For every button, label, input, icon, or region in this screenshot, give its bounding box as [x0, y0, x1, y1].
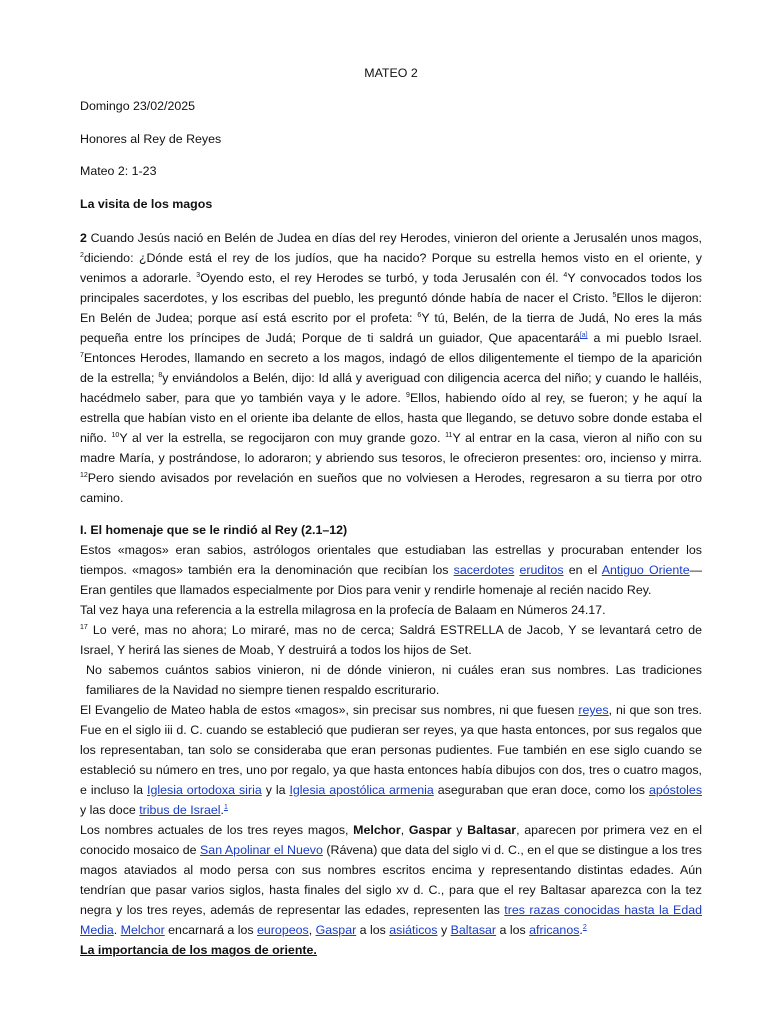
footnote-link-2[interactable]: 2: [582, 924, 587, 931]
link-antiguo-oriente[interactable]: Antiguo Oriente: [601, 563, 690, 577]
link-gaspar[interactable]: Gaspar: [315, 923, 357, 937]
link-iglesia-armenia[interactable]: Iglesia apostólica armenia: [289, 783, 434, 797]
link-africanos[interactable]: africanos: [529, 923, 580, 937]
verse-number: 4: [563, 272, 568, 279]
verse-number: 17: [80, 624, 88, 631]
link-reyes[interactable]: reyes: [578, 703, 609, 717]
paragraph-numeros: $^{17}$ Lo veré, mas no ahora; Lo miraré, mas no de cerca; Saldrá ESTRELLA de Jacob, Y se levantará cetro de Israel, Y herirá las sienes de Moab, Y destruirá a todos los hijos de Set.: [80, 623, 702, 657]
paragraph-magos: Estos «magos» eran sabios, astrólogos orientales que estudiaban las estrellas y procuraban entender los tiempos. «magos» también era la denominación que recibían los sacerdotes eruditos en el Antiguo Oriente— Eran gentiles que llamados especialmente por Dios para venir y rendirle homenaje al recién nacido Rey.: [80, 543, 702, 597]
name-baltasar: Baltasar: [467, 823, 517, 837]
chapter-number: 2: [80, 231, 87, 245]
closing-heading: La importancia de los magos de oriente.: [80, 943, 317, 957]
link-asiaticos[interactable]: asiáticos: [389, 923, 438, 937]
paragraph-evangelio: El Evangelio de Mateo habla de estos «magos», sin precisar sus nombres, ni que fuesen reyes, ni que son tres. Fue en el siglo iii d. C. cuando se estableció que pudieran ser reyes, ya que hasta entonces, por sus regalos que los representaban, tan solo se consideraba que eran personas pudientes. Fue también en ese siglo cuando se estableció su número en tres, uno por regalo, ya que hasta entonces había dibujos con dos, tres o cuatro magos, e incluso la Iglesia ortodoxa siria y la Iglesia apostólica armenia aseguraban que eran doce, como los apóstoles y las doce tribus de Israel.$^1$: [80, 703, 703, 817]
verse-number: 12: [80, 472, 88, 479]
paragraph-nombres: Los nombres actuales de los tres reyes magos, Melchor, Gaspar y Baltasar, aparecen por primera vez en el conocido mosaico de San Apolinar el Nuevo (Rávena) que data del siglo vi d. C., en el que se distingue a los tres magos ataviados al modo persa con sus nombres escritos encima y representando distintas edades. Aún tendrían que pasar varios siglos, hasta finales del siglo xv d. C., para que el rey Baltasar aparezca con la tez negra y los tres reyes, además de representar las edades, representen las tres razas conocidas hasta la Edad Media. Melchor encarnará a los europeos, Gaspar a los asiáticos y Baltasar a los africanos.$^2$: [80, 823, 702, 937]
verse-number: 8: [158, 372, 163, 379]
link-tribus-israel[interactable]: tribus de Israel: [139, 803, 221, 817]
scripture-reference: Mateo 2: 1-23: [80, 164, 157, 178]
verse-number: 9: [406, 392, 410, 399]
paragraph-balaam: Tal vez haya una referencia a la estrella milagrosa en la profecía de Balaam en Números 24.17.: [80, 603, 606, 617]
footnote-link-1[interactable]: 1: [223, 804, 228, 811]
sermon-subtitle: Honores al Rey de Reyes: [80, 132, 222, 146]
verse-number: 5: [612, 292, 617, 299]
section-1-heading: I. El homenaje que se le rindió al Rey (2.1–12): [80, 523, 348, 537]
link-san-apolinar[interactable]: San Apolinar el Nuevo: [200, 843, 323, 857]
link-europeos[interactable]: europeos: [257, 923, 309, 937]
link-eruditos[interactable]: eruditos: [519, 563, 564, 577]
link-iglesia-siria[interactable]: Iglesia ortodoxa siria: [147, 783, 262, 797]
link-apostoles[interactable]: apóstoles: [648, 783, 703, 797]
link-tres-razas[interactable]: tres razas conocidas hasta la Edad Media: [80, 903, 702, 937]
link-sacerdotes[interactable]: sacerdotes: [453, 563, 515, 577]
document-title: MATEO 2: [364, 66, 418, 80]
verse-number: 6: [417, 312, 422, 319]
footnote-link-a[interactable]: [a]: [579, 332, 588, 339]
link-melchor[interactable]: Melchor: [120, 923, 165, 937]
name-gaspar: Gaspar: [408, 823, 452, 837]
passage-paragraph: 2 Cuando Jesús nació en Belén de Judea en días del rey Herodes, vinieron del oriente a Jerusalén unos magos, $^2$diciendo: ¿Dónde está el rey de los judíos, que ha nacido? Porque su estrella hemos visto en el oriente, y venimos a adorarle. $^3$Oyendo esto, el rey Herodes se turbó, y toda Jerusalén con él. $^4$Y convocados todos los principales sacerdotes, y los escribas del pueblo, les preguntó dónde había de nacer el Cristo. $^5$Ellos le dijeron: En Belén de Judea; porque así está escrito por el profeta: $^6$Y tú, Belén, de la tierra de Judá, No eres la más pequeña entre los príncipes de Judá; Porque de ti saldrá un guiador, Que apacentará[a] a mi pueblo Israel. $^7$Entonces Herodes, llamando en secreto a los magos, indagó de ellos diligentemente el tiempo de la aparición de la estrella; $^8$y enviándolos a Belén, dijo: Id allá y averiguad con diligencia acerca del niño; y cuando le halléis, hacédmelo saber, para que yo también vaya y le adore. $^9$Ellos, habiendo oído al rey, se fueron; y he aquí la estrella que habían visto en el oriente iba delante de ellos, hasta que llegando, se detuvo sobre donde estaba el niño. $^{10}$Y al ver la estrella, se regocijaron con muy grande gozo. $^{11}$Y al entrar en la casa, vieron al niño con su madre María, y postrándose, lo adoraron; y abriendo sus tesoros, le ofrecieron presentes: oro, incienso y mirra. $^{12}$Pero siendo avisados por revelación en sueños que no volviesen a Herodes, regresaron a su tierra por otro camino.: [80, 231, 703, 505]
name-melchor: Melchor: [353, 823, 401, 837]
paragraph-cuantos: No sabemos cuántos sabios vinieron, ni de dónde vinieron, ni cuáles eran sus nombres. Las tradiciones familiares de la Navidad no siempre tienen respaldo escriturario.: [86, 663, 702, 697]
verse-number: 11: [445, 432, 453, 439]
date-line: Domingo 23/02/2025: [80, 99, 196, 113]
section-heading: La visita de los magos: [80, 197, 213, 211]
verse-number: 2: [80, 252, 84, 259]
link-baltasar[interactable]: Baltasar: [450, 923, 497, 937]
verse-number: 10: [111, 432, 120, 439]
section-homenaje: [80, 520, 702, 960]
scripture-passage: [80, 228, 702, 508]
verse-number: 3: [196, 272, 201, 279]
verse-number: 7: [80, 352, 84, 359]
